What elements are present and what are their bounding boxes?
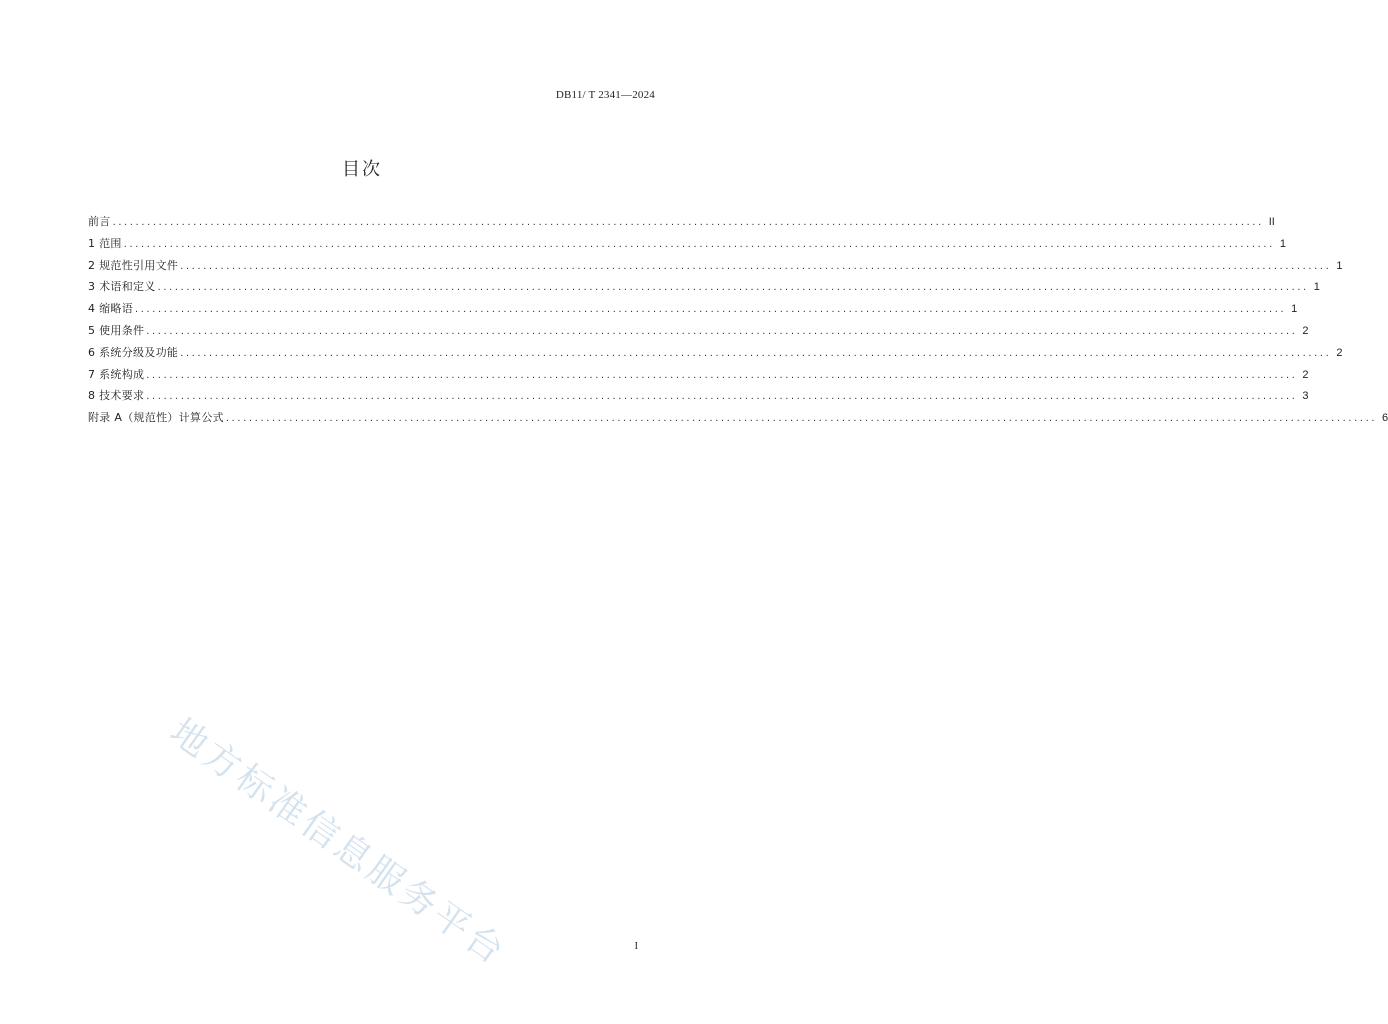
toc-entry-label: 3 术语和定义 <box>88 280 156 294</box>
toc-entry-system-grading[interactable] <box>88 345 1343 367</box>
toc-entry-conditions-of-use[interactable] <box>88 323 1309 345</box>
watermark: 地方标准信息服务平台 <box>162 711 514 975</box>
toc-entry-page: II <box>1268 216 1275 228</box>
toc-entry-label: 8 技术要求 <box>88 389 145 403</box>
toc-entry-label: 2 规范性引用文件 <box>88 258 179 272</box>
toc-entry-label: 1 范围 <box>88 236 122 250</box>
toc-entry-scope[interactable] <box>88 236 1286 258</box>
toc-entry-label: 附录 A（规范性）计算公式 <box>88 411 224 425</box>
toc-leader-dots: ........................................................................................................................................................................................................ <box>225 412 1378 425</box>
toc-entry-page: 2 <box>1336 346 1343 359</box>
toc-leader-dots: ........................................................................................................................................................................................................ <box>157 281 1309 294</box>
toc-entry-label: 前言 <box>88 215 111 228</box>
toc-entry-label: 5 使用条件 <box>88 323 145 337</box>
toc-entry-page: 1 <box>1279 237 1286 250</box>
toc-leader-dots: ........................................................................................................................................................................................................ <box>180 346 1332 359</box>
toc-entry-foreword[interactable] <box>88 214 1275 236</box>
toc-entry-page: 3 <box>1302 390 1309 403</box>
toc-entry-terms-definitions[interactable] <box>88 279 1320 301</box>
toc-entry-page: 2 <box>1302 368 1309 381</box>
page-number: I <box>634 941 638 952</box>
toc-entry-system-composition[interactable] <box>88 367 1309 389</box>
toc-entry-page: 1 <box>1336 259 1343 272</box>
toc-entry-page: 2 <box>1302 324 1309 337</box>
toc-entry-page: 6 <box>1382 412 1388 425</box>
table-of-contents <box>88 214 1388 432</box>
toc-entry-normative-references[interactable] <box>88 258 1343 280</box>
toc-entry-abbreviations[interactable] <box>88 301 1298 323</box>
toc-leader-dots: ........................................................................................................................................................................................................ <box>146 324 1298 337</box>
toc-entry-technical-requirements[interactable] <box>88 388 1309 410</box>
toc-entry-appendix-a[interactable] <box>88 410 1388 432</box>
toc-title: 目次 <box>342 159 382 180</box>
toc-leader-dots: ........................................................................................................................................................................................................ <box>123 237 1275 250</box>
toc-entry-page: 1 <box>1291 303 1298 316</box>
toc-entry-label: 7 系统构成 <box>88 367 145 381</box>
toc-entry-label: 6 系统分级及功能 <box>88 345 179 359</box>
standard-number: DB11/ T 2341—2024 <box>555 89 655 101</box>
toc-leader-dots: ........................................................................................................................................................................................................ <box>112 216 1264 228</box>
toc-leader-dots: ........................................................................................................................................................................................................ <box>135 303 1287 316</box>
toc-leader-dots: ........................................................................................................................................................................................................ <box>146 390 1298 403</box>
toc-entry-label: 4 缩略语 <box>88 302 133 316</box>
toc-entry-page: 1 <box>1313 281 1320 294</box>
toc-leader-dots: ........................................................................................................................................................................................................ <box>180 259 1332 272</box>
toc-leader-dots: ........................................................................................................................................................................................................ <box>146 368 1298 381</box>
